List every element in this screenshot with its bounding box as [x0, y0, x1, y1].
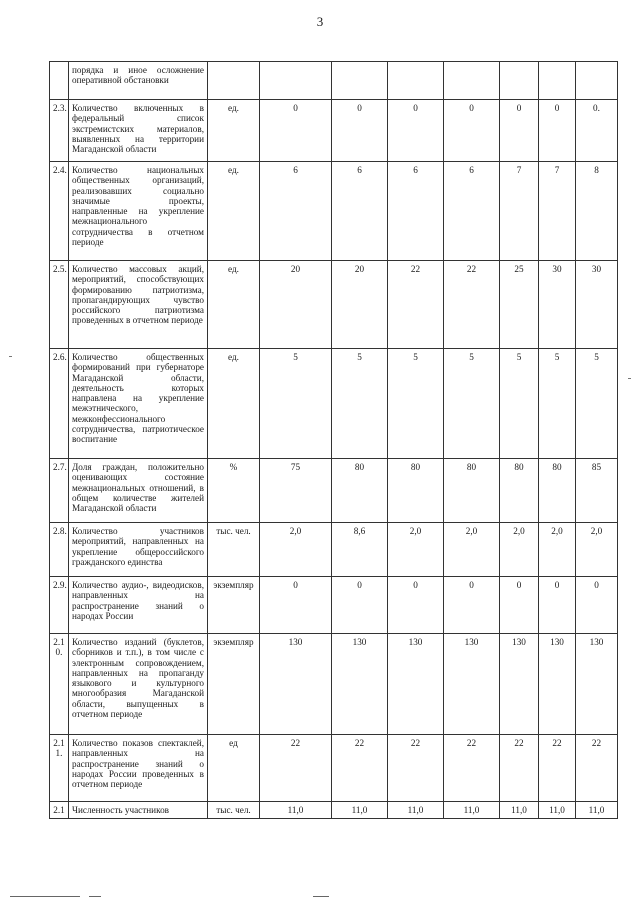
- value-cell: [332, 62, 388, 100]
- row-number: 2.1 0.: [50, 634, 69, 735]
- value-cell: 22: [260, 735, 332, 802]
- table-row: [50, 162, 618, 261]
- value-cell: 2,0: [388, 523, 444, 577]
- indicator-name: Количество общественных формирований при губернаторе Магаданской области, деятельность которых направлена на укрепление межэтнического, межконфессионального сотрудничества, патриотическое воспитание: [69, 349, 208, 459]
- row-number: 2.1 1.: [50, 735, 69, 802]
- value-cell: [444, 62, 500, 100]
- value-cell: 25: [500, 261, 539, 349]
- indicator-table: [49, 61, 618, 819]
- value-cell: 5: [332, 349, 388, 459]
- table-row: [50, 349, 618, 459]
- value-cell: 5: [260, 349, 332, 459]
- value-cell: 0: [260, 577, 332, 634]
- row-number: 2.8.: [50, 523, 69, 577]
- value-cell: 22: [444, 735, 500, 802]
- value-cell: [260, 62, 332, 100]
- value-cell: 8: [576, 162, 618, 261]
- value-cell: 11,0: [539, 802, 576, 819]
- unit-cell: тыс. чел.: [208, 802, 260, 819]
- table-row: [50, 523, 618, 577]
- row-number: 2.3.: [50, 100, 69, 162]
- unit-cell: экземпляр: [208, 634, 260, 735]
- value-cell: 5: [500, 349, 539, 459]
- value-cell: 80: [500, 459, 539, 523]
- row-number: [50, 62, 69, 100]
- value-cell: 2,0: [576, 523, 618, 577]
- value-cell: 30: [539, 261, 576, 349]
- page-number: 3: [316, 14, 324, 29]
- unit-cell: ед.: [208, 100, 260, 162]
- value-cell: [500, 62, 539, 100]
- value-cell: 0: [539, 577, 576, 634]
- value-cell: [388, 62, 444, 100]
- indicator-name: Количество показов спектаклей, направленных на распространение знаний о народах России проведенных в отчетном периоде: [69, 735, 208, 802]
- value-cell: 80: [332, 459, 388, 523]
- value-cell: 130: [500, 634, 539, 735]
- value-cell: 22: [576, 735, 618, 802]
- value-cell: 0: [444, 577, 500, 634]
- row-number: 2.7.: [50, 459, 69, 523]
- value-cell: 2,0: [539, 523, 576, 577]
- value-cell: 22: [388, 261, 444, 349]
- value-cell: 5: [539, 349, 576, 459]
- value-cell: 130: [576, 634, 618, 735]
- value-cell: 5: [388, 349, 444, 459]
- unit-cell: ед.: [208, 349, 260, 459]
- unit-cell: тыс. чел.: [208, 523, 260, 577]
- value-cell: 0: [444, 100, 500, 162]
- value-cell: 20: [260, 261, 332, 349]
- value-cell: 22: [388, 735, 444, 802]
- table-row: [50, 577, 618, 634]
- value-cell: 11,0: [500, 802, 539, 819]
- value-cell: 0: [332, 100, 388, 162]
- value-cell: 20: [332, 261, 388, 349]
- value-cell: 11,0: [576, 802, 618, 819]
- value-cell: 7: [539, 162, 576, 261]
- value-cell: 0: [388, 100, 444, 162]
- indicator-name: Количество включенных в федеральный список экстремистских материалов, выявленных на территории Магаданской области: [69, 100, 208, 162]
- value-cell: 0: [500, 577, 539, 634]
- table-body: [50, 62, 618, 819]
- value-cell: 130: [260, 634, 332, 735]
- value-cell: 22: [444, 261, 500, 349]
- indicator-name: Доля граждан, положительно оценивающих состояние межнациональных отношений, в общем количестве жителей Магаданской области: [69, 459, 208, 523]
- row-number: 2.4.: [50, 162, 69, 261]
- indicator-name: Количество аудио-, видеодисков, направленных на распространение знаний о народах России: [69, 577, 208, 634]
- value-cell: 0: [500, 100, 539, 162]
- value-cell: 11,0: [332, 802, 388, 819]
- indicator-name: Количество массовых акций, мероприятий, способствующих формированию патриотизма, пропагандирующих чувство российского патриотизма проведенных в отчетном периоде: [69, 261, 208, 349]
- table-row: [50, 634, 618, 735]
- table-row: [50, 735, 618, 802]
- value-cell: 80: [388, 459, 444, 523]
- value-cell: [539, 62, 576, 100]
- row-number: 2.9.: [50, 577, 69, 634]
- value-cell: 2,0: [500, 523, 539, 577]
- value-cell: 30: [576, 261, 618, 349]
- value-cell: 80: [539, 459, 576, 523]
- value-cell: 11,0: [388, 802, 444, 819]
- value-cell: 0: [539, 100, 576, 162]
- value-cell: 6: [388, 162, 444, 261]
- value-cell: 2,0: [260, 523, 332, 577]
- value-cell: 130: [332, 634, 388, 735]
- indicator-name: Количество национальных общественных организаций, реализовавших социально значимые проекты, направленные на укрепление межнационального сотрудничества в отчетном периоде: [69, 162, 208, 261]
- unit-cell: %: [208, 459, 260, 523]
- scan-mark: [628, 378, 631, 379]
- value-cell: [576, 62, 618, 100]
- value-cell: 5: [576, 349, 618, 459]
- value-cell: 0: [576, 577, 618, 634]
- value-cell: 11,0: [260, 802, 332, 819]
- table-row: [50, 261, 618, 349]
- value-cell: 85: [576, 459, 618, 523]
- row-number: 2.6.: [50, 349, 69, 459]
- unit-cell: [208, 62, 260, 100]
- value-cell: 11,0: [444, 802, 500, 819]
- indicator-name: порядка и иное осложнение оперативной обстановки: [69, 62, 208, 100]
- value-cell: 0: [260, 100, 332, 162]
- scan-line: [313, 896, 329, 897]
- value-cell: 0: [332, 577, 388, 634]
- value-cell: 5: [444, 349, 500, 459]
- unit-cell: ед: [208, 735, 260, 802]
- indicator-name: Численность участников: [69, 802, 208, 819]
- indicator-name: Количество изданий (буклетов, сборников и т.п.), в том числе с электронным сопровождением, направленных на пропаганду языкового и культурного многообразия Магаданской области, выпущенных в отчетном периоде: [69, 634, 208, 735]
- table-row: [50, 802, 618, 819]
- scan-line: [89, 896, 101, 897]
- value-cell: 130: [388, 634, 444, 735]
- row-number: 2.1: [50, 802, 69, 819]
- value-cell: 8,6: [332, 523, 388, 577]
- value-cell: 80: [444, 459, 500, 523]
- value-cell: 0: [388, 577, 444, 634]
- value-cell: 7: [500, 162, 539, 261]
- value-cell: 22: [539, 735, 576, 802]
- value-cell: 22: [332, 735, 388, 802]
- row-number: 2.5.: [50, 261, 69, 349]
- value-cell: 6: [444, 162, 500, 261]
- value-cell: 130: [539, 634, 576, 735]
- unit-cell: экземпляр: [208, 577, 260, 634]
- value-cell: 22: [500, 735, 539, 802]
- scan-line: [10, 896, 80, 897]
- value-cell: 2,0: [444, 523, 500, 577]
- table-row: [50, 62, 618, 100]
- indicator-name: Количество участников мероприятий, направленных на укрепление общероссийского гражданского единства: [69, 523, 208, 577]
- unit-cell: ед.: [208, 261, 260, 349]
- value-cell: 75: [260, 459, 332, 523]
- value-cell: 130: [444, 634, 500, 735]
- scan-mark: [9, 356, 12, 357]
- table-row: [50, 100, 618, 162]
- value-cell: 6: [260, 162, 332, 261]
- unit-cell: ед.: [208, 162, 260, 261]
- value-cell: 0.: [576, 100, 618, 162]
- table-row: [50, 459, 618, 523]
- value-cell: 6: [332, 162, 388, 261]
